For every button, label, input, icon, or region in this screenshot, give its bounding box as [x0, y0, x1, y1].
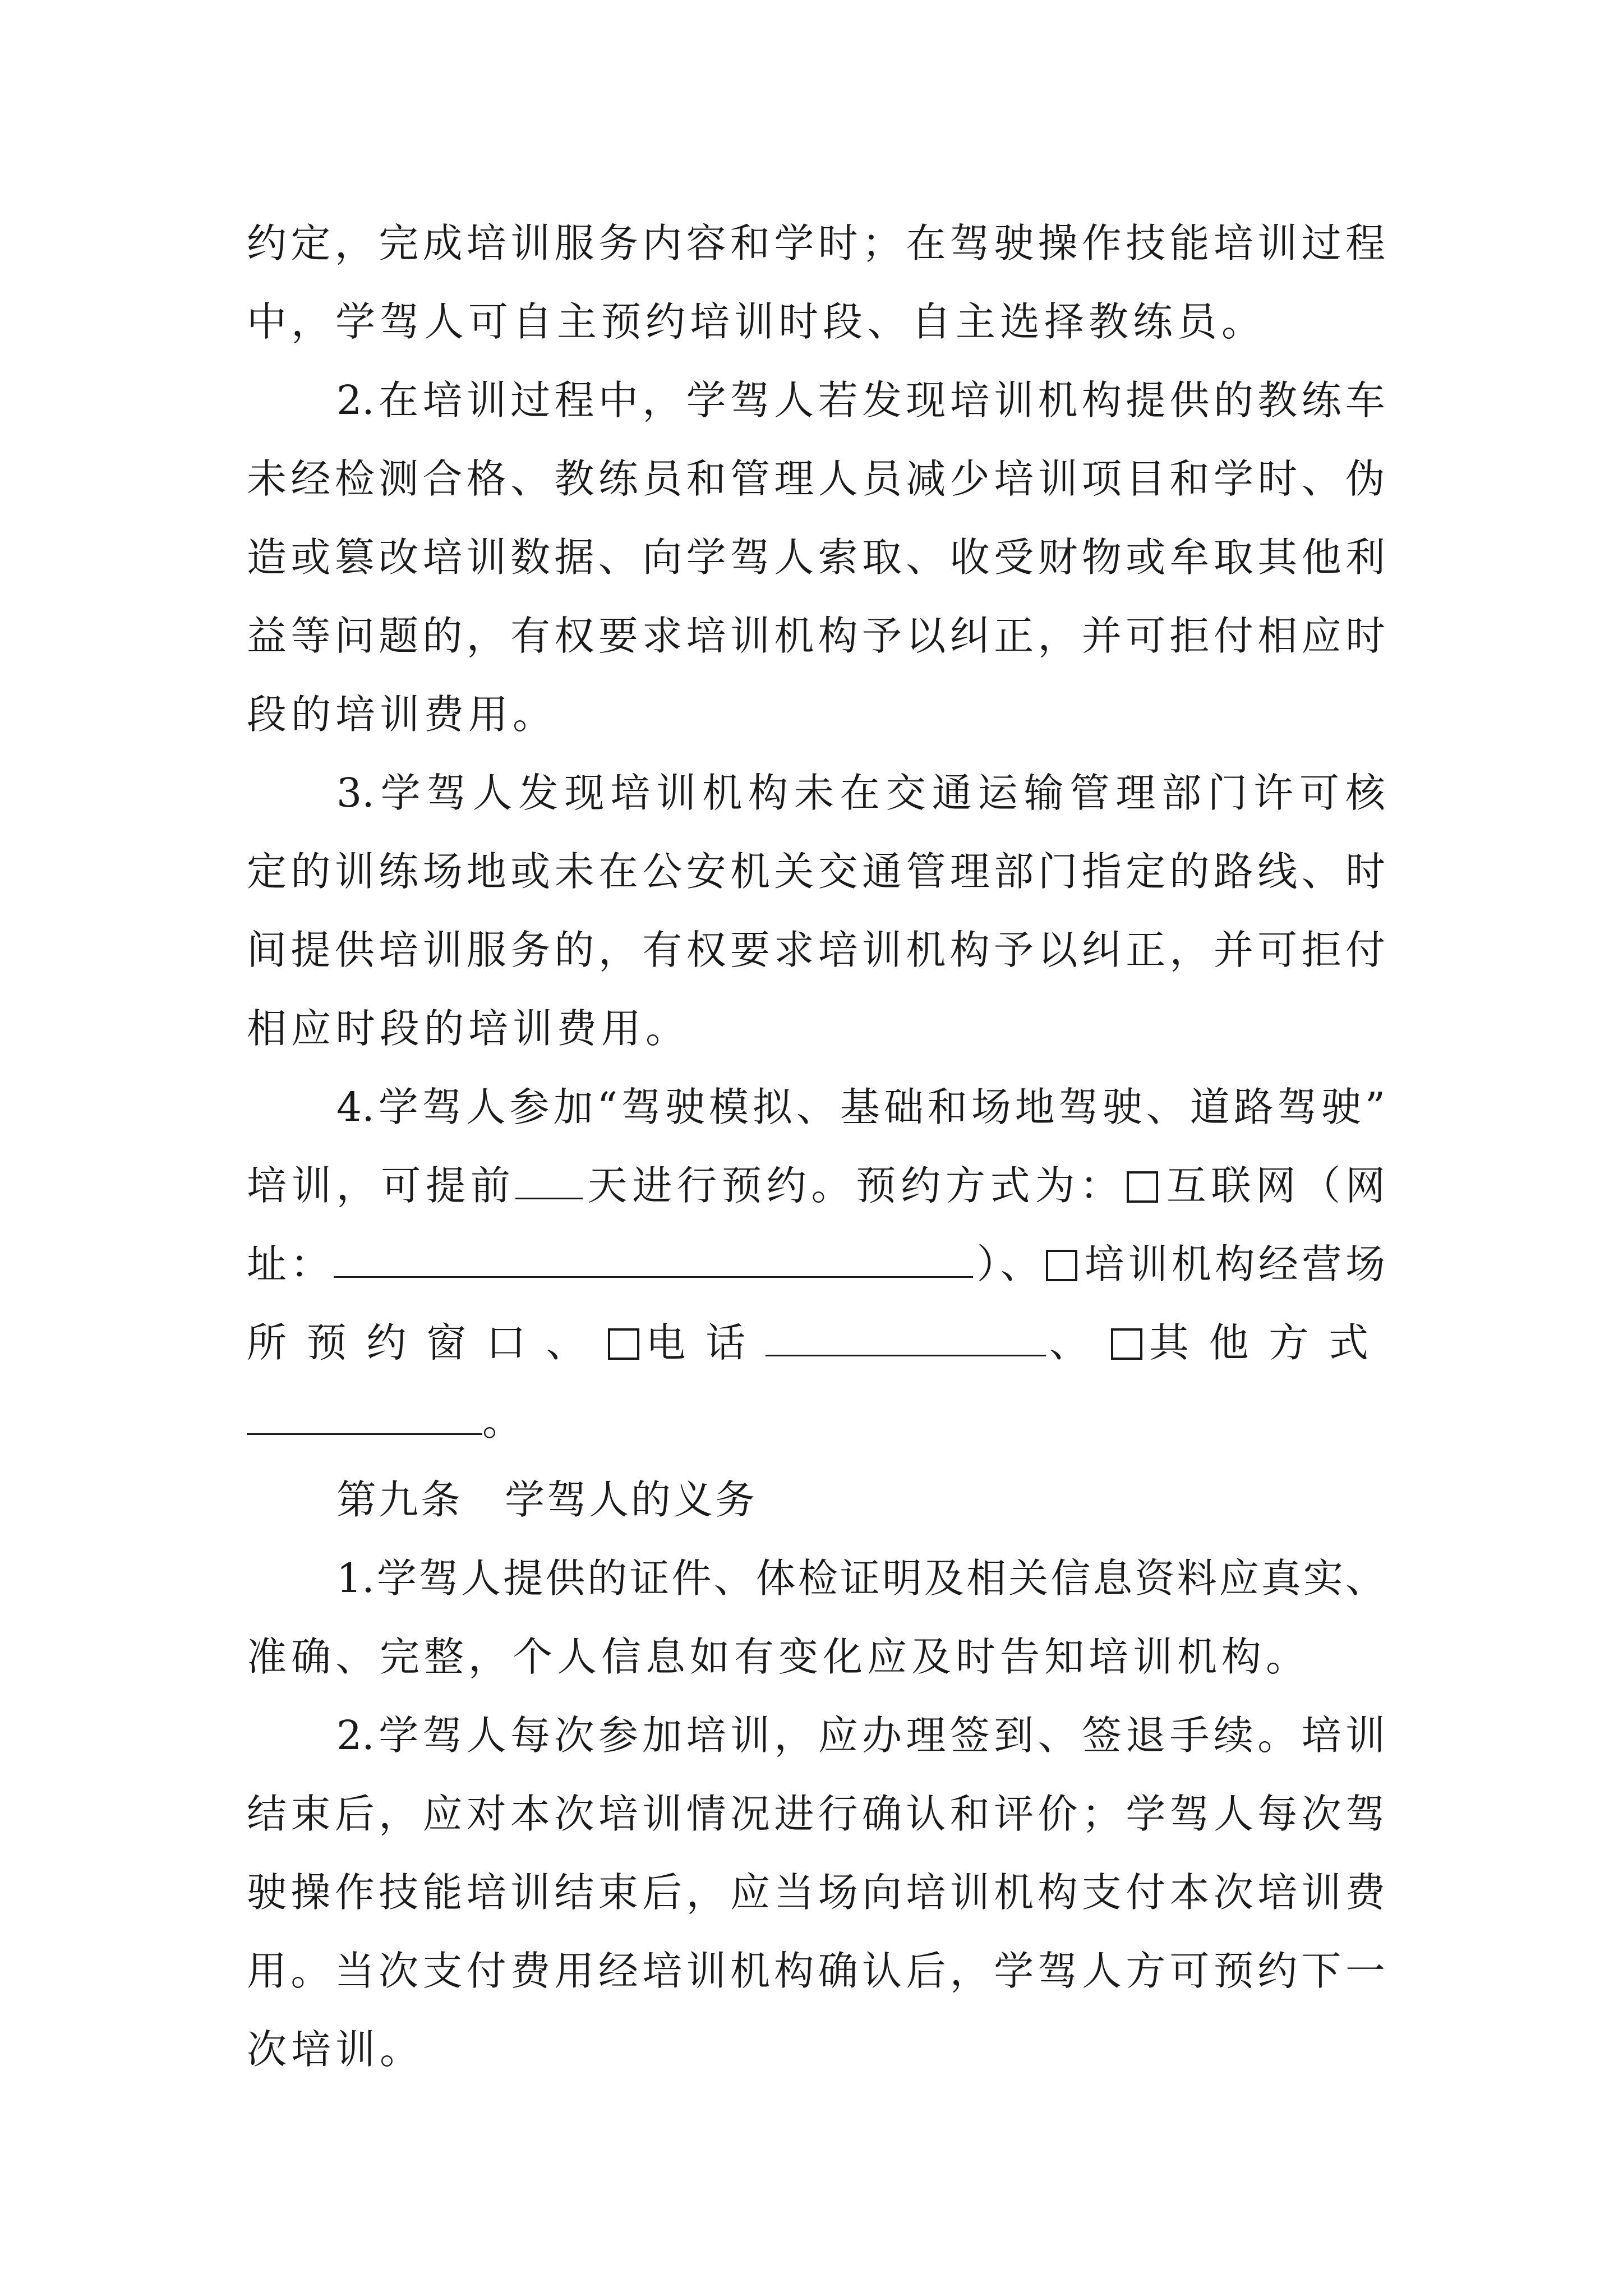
- paragraph-line: 造或篡改培训数据、向学驾人索取、收受财物或牟取其他利: [247, 534, 1385, 581]
- text-segment: 所预约窗口、: [247, 1319, 606, 1366]
- paragraph-line: 定的训练场地或未在公安机关交通管理部门指定的路线、时: [247, 848, 1385, 895]
- article-heading: 第九条 学驾人的义务: [336, 1476, 758, 1523]
- days-blank[interactable]: [515, 1158, 583, 1199]
- paragraph-line: 益等问题的，有权要求培训机构予以纠正，并可拒付相应时: [247, 613, 1385, 659]
- paragraph-line: 2.在培训过程中，学驾人若发现培训机构提供的教练车: [336, 377, 1385, 424]
- paragraph-line: 2.学驾人每次参加培训，应办理签到、签退手续。培训: [336, 1712, 1385, 1759]
- checkbox-phone[interactable]: [608, 1328, 639, 1360]
- paragraph-line: 相应时段的培训费用。: [247, 1005, 690, 1052]
- paragraph-line: 次培训。: [247, 2026, 425, 2073]
- paragraph-line: 4.学驾人参加“驾驶模拟、基础和场地驾驶、道路驾驶”: [336, 1084, 1385, 1130]
- paragraph-line: 用。当次支付费用经培训机构确认后，学驾人方可预约下一: [247, 1948, 1385, 1994]
- paragraph-line: 约定，完成培训服务内容和学时；在驾驶操作技能培训过程: [247, 220, 1385, 266]
- text-segment: 培训，可提前: [247, 1162, 515, 1209]
- text-segment: 址：: [247, 1241, 334, 1287]
- text-segment: 。: [482, 1398, 527, 1444]
- paragraph-line: [247, 1236, 1385, 1292]
- text-segment: ）、: [973, 1241, 1044, 1287]
- website-blank[interactable]: [334, 1237, 973, 1278]
- checkbox-other[interactable]: [1111, 1328, 1142, 1360]
- paragraph-line: 间提供培训服务的，有权要求培训机构予以纠正，并可拒付: [247, 927, 1385, 973]
- text-segment: 电话: [642, 1319, 766, 1366]
- text-segment: 培训机构经营场: [1081, 1241, 1385, 1287]
- paragraph-line: 3.学驾人发现培训机构未在交通运输管理部门许可核: [336, 770, 1385, 816]
- text-segment: 天进行预约。预约方式为：: [582, 1162, 1125, 1209]
- checkbox-internet[interactable]: [1127, 1171, 1158, 1203]
- paragraph-line: 驶操作技能培训结束后，应当场向培训机构支付本次培训费: [247, 1869, 1385, 1916]
- checkbox-office-window[interactable]: [1046, 1250, 1077, 1281]
- paragraph-line: 段的培训费用。: [247, 691, 557, 738]
- paragraph-line: 准确、完整，个人信息如有变化应及时告知培训机构。: [247, 1634, 1311, 1680]
- paragraph-line: 结束后，应对本次培训情况进行确认和评价；学驾人每次驾: [247, 1791, 1385, 1837]
- other-method-blank[interactable]: [247, 1394, 482, 1435]
- paragraph-line: 中，学驾人可自主预约培训时段、自主选择教练员。: [247, 298, 1266, 345]
- phone-blank[interactable]: [766, 1315, 1046, 1356]
- paragraph-line: [247, 1158, 1385, 1214]
- paragraph-line: [247, 1315, 1385, 1371]
- paragraph-line: 1.学驾人提供的证件、体检证明及相关信息资料应真实、: [336, 1555, 1385, 1602]
- paragraph-line: [247, 1393, 1385, 1450]
- paragraph-line: 未经检测合格、教练员和管理人员减少培训项目和学时、伪: [247, 455, 1385, 502]
- text-segment: 其他方式: [1146, 1319, 1385, 1366]
- text-segment: 互联网（网: [1161, 1162, 1385, 1209]
- text-segment: 、: [1045, 1319, 1109, 1366]
